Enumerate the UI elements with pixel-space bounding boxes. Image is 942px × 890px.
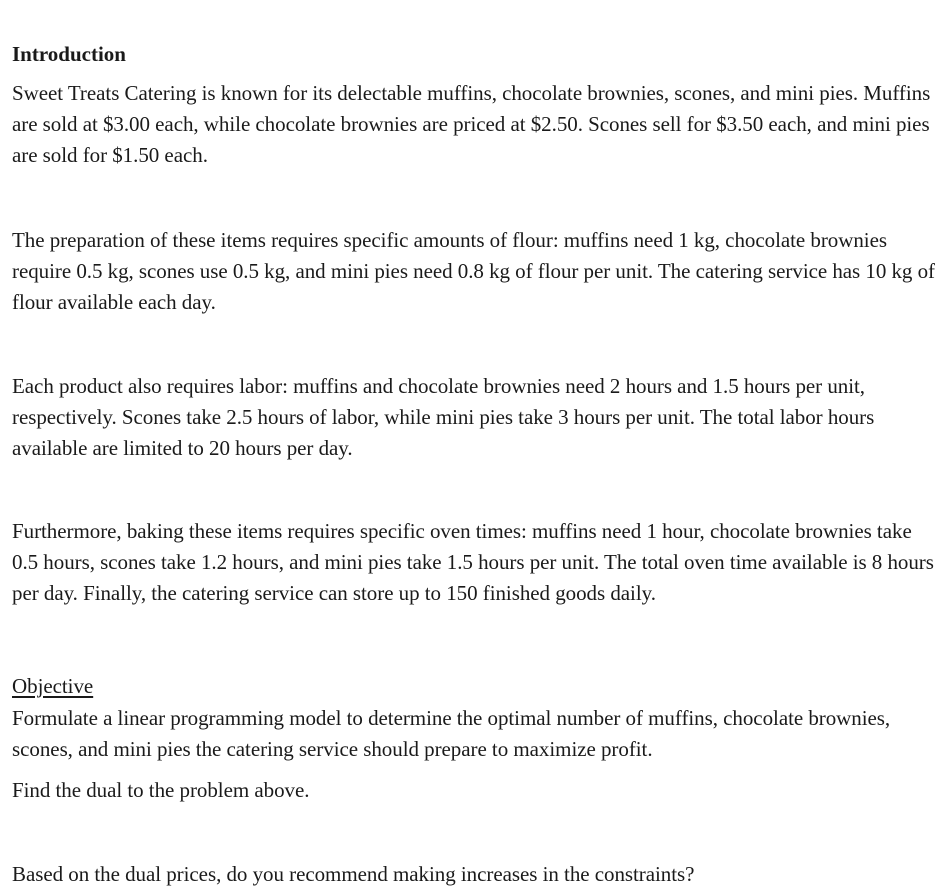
intro-paragraph-flour: The preparation of these items requires specific amounts of flour: muffins need 1 kg, chocolate brownies require 0.5 kg, scones use 0.5 kg, and mini pies need 0.8 kg of flour per unit. The catering service has 10 kg of flour available each day. bbox=[12, 228, 935, 314]
objective-heading: Objective bbox=[12, 674, 94, 698]
objective-text: Formulate a linear programming model to determine the optimal number of muffins, chocolate brownies, scones, and mini pies the catering service should prepare to maximize profit. bbox=[12, 706, 891, 761]
introduction-heading: Introduction bbox=[12, 42, 126, 66]
question-find-dual: Find the dual to the problem above. bbox=[12, 778, 310, 802]
question-dual-prices: Based on the dual prices, do you recommend making increases in the constraints? bbox=[12, 862, 695, 886]
intro-paragraph-oven-storage: Furthermore, baking these items requires specific oven times: muffins need 1 hour, chocolate brownies take 0.5 hours, scones take 1.2 hours, and mini pies take 1.5 hours per unit. The total oven time available is 8 hours per day. Finally, the catering service can store up to 150 finished goods daily. bbox=[12, 519, 934, 605]
intro-paragraph-pricing: Sweet Treats Catering is known for its delectable muffins, chocolate brownies, scones, and mini pies. Muffins are sold at $3.00 each, while chocolate brownies are priced at $2.50. Scones sell for $3.50 each, and mini pies are sold for $1.50 each. bbox=[12, 81, 931, 167]
intro-paragraph-labor: Each product also requires labor: muffins and chocolate brownies need 2 hours and 1.5 hours per unit, respectively. Scones take 2.5 hours of labor, while mini pies take 3 hours per unit. The total labor hours available are limited to 20 hours per day. bbox=[12, 374, 875, 460]
